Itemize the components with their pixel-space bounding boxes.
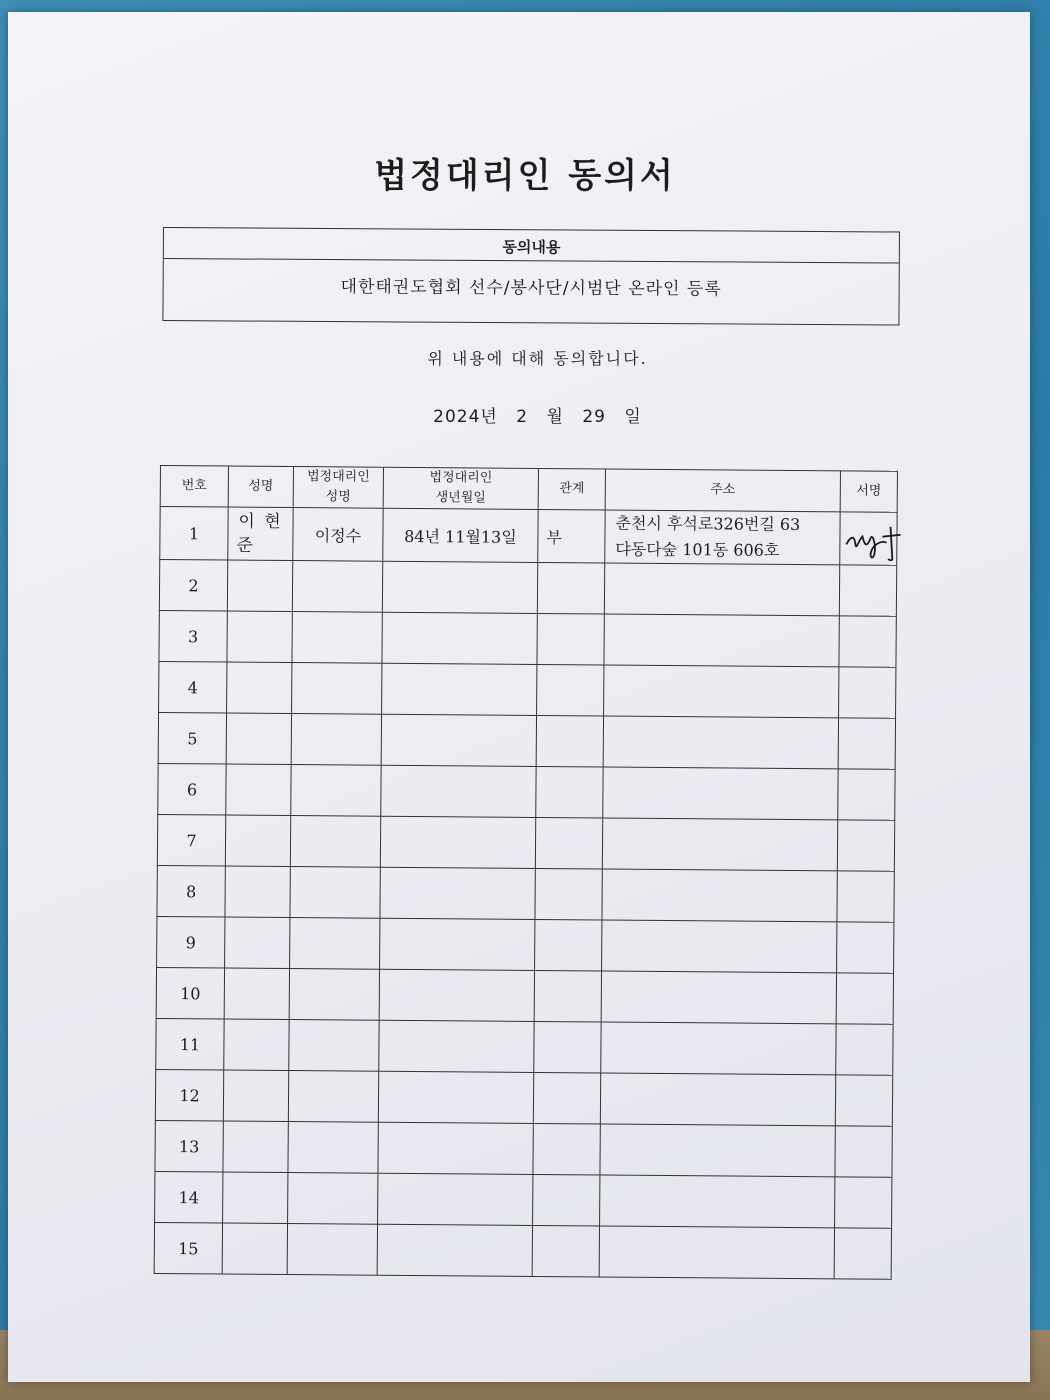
row-guardian-birth (382, 561, 537, 613)
row-signature (838, 718, 895, 769)
row-guardian-birth (382, 612, 537, 664)
document-title: 법정대리인 동의서 (374, 156, 676, 196)
row-relation (533, 1072, 600, 1124)
row-guardian-birth (381, 714, 536, 766)
row-signature (839, 667, 896, 718)
row-name (227, 611, 292, 663)
row-guardian-name (289, 969, 379, 1021)
row-no: 1 (160, 507, 228, 561)
row-name-line2: 준 (236, 535, 255, 556)
row-no: 12 (155, 1069, 223, 1121)
table-row (157, 865, 894, 922)
row-guardian-birth (382, 663, 537, 715)
header-relation: 관계 (538, 468, 605, 510)
row-no: 10 (156, 967, 224, 1019)
row-guardian-name (292, 663, 382, 715)
header-guardian-birth (383, 467, 538, 509)
row-name (228, 507, 293, 561)
row-relation (535, 919, 602, 971)
table-row (154, 1222, 891, 1279)
row-no: 11 (156, 1018, 224, 1070)
row-guardian-name (292, 612, 382, 664)
row-relation (534, 1021, 601, 1073)
row-address (600, 1175, 835, 1228)
row-name (224, 1019, 289, 1071)
row-no: 14 (155, 1171, 223, 1223)
table-row (155, 1120, 892, 1177)
row-address-line1: 춘천시 후석로326번길 63 (615, 513, 801, 535)
date-line (0, 402, 1050, 427)
row-address-line2: 댜동다숲 101동 606호 (615, 539, 780, 560)
handwritten-signature (842, 514, 922, 563)
header-guardian-name-line2: 성명 (325, 489, 351, 505)
row-signature (837, 871, 894, 922)
row-signature (837, 820, 894, 871)
date-day-unit: 일 (624, 407, 642, 427)
row-guardian-birth (378, 1071, 533, 1123)
row-relation (535, 868, 602, 920)
row-name (222, 1223, 287, 1275)
row-guardian-birth (380, 867, 535, 919)
row-no: 9 (157, 916, 225, 968)
row-address (601, 1022, 836, 1075)
date-month: 2 (516, 407, 529, 427)
header-guardian-name (293, 467, 383, 509)
row-signature (836, 1024, 893, 1075)
row-signature (839, 616, 896, 667)
row-relation (532, 1225, 599, 1277)
table-row (157, 814, 894, 871)
guardian-table-wrapper (154, 465, 902, 1280)
row-relation (536, 766, 603, 818)
row-address (602, 920, 837, 973)
row-no: 7 (157, 814, 225, 866)
consent-header: 동의내용 (164, 228, 899, 263)
row-address (602, 818, 837, 871)
table-header-row (160, 466, 897, 513)
row-guardian-name (292, 561, 382, 613)
consent-content: 대한태권도협회 선수/봉사단/시범단 온라인 등록 (340, 277, 722, 300)
row-guardian-name (288, 1173, 378, 1225)
row-name (225, 815, 290, 867)
row-signature (835, 1075, 892, 1126)
row-name (227, 560, 292, 612)
row-address (599, 1226, 834, 1279)
row-address (604, 563, 839, 616)
row-no: 8 (157, 865, 225, 917)
row-relation: 부 (538, 509, 605, 563)
row-guardian-name (291, 765, 381, 817)
table-row (156, 967, 893, 1024)
row-guardian-name (291, 714, 381, 766)
header-guardian-birth-line2: 생년월일 (435, 490, 486, 506)
header-guardian-name-line1: 법정대리인 (306, 469, 370, 485)
row-address (604, 665, 839, 718)
table-row (155, 1171, 892, 1228)
row-no: 15 (154, 1222, 222, 1274)
row-address (603, 716, 838, 769)
header-guardian-birth-line1: 법정대리인 (429, 470, 493, 486)
row-relation (536, 715, 603, 767)
row-address (601, 971, 836, 1024)
consent-content-box (162, 227, 900, 326)
row-address (604, 614, 839, 667)
row-name (226, 764, 291, 816)
row-signature (834, 1228, 891, 1279)
date-month-unit: 월 (546, 407, 564, 427)
row-name (225, 866, 290, 918)
table-row (160, 507, 897, 566)
guardian-table (154, 465, 898, 1280)
row-address (600, 1073, 835, 1126)
row-name-line1: 이 현 (238, 511, 283, 532)
row-name (227, 662, 292, 714)
row-no: 6 (158, 763, 226, 815)
row-relation (535, 817, 602, 869)
row-relation (533, 1174, 600, 1226)
table-row (158, 763, 895, 820)
row-guardian-name (287, 1224, 377, 1276)
table-row (155, 1069, 892, 1126)
row-relation (537, 613, 604, 665)
row-guardian-name (290, 918, 380, 970)
row-signature (836, 973, 893, 1024)
row-guardian-name (288, 1071, 378, 1123)
row-address (602, 869, 837, 922)
row-name (224, 968, 289, 1020)
table-row (157, 916, 894, 973)
row-guardian-birth: 84년 11월13일 (383, 508, 538, 562)
date-day: 29 (582, 407, 606, 427)
row-signature (840, 512, 897, 565)
row-guardian-name (288, 1122, 378, 1174)
row-guardian-name (289, 1020, 379, 1072)
row-signature (838, 769, 895, 820)
row-guardian-birth (380, 918, 535, 970)
row-address (603, 767, 838, 820)
row-signature (837, 922, 894, 973)
table-row (159, 610, 896, 667)
header-signature: 서명 (840, 471, 897, 512)
row-guardian-birth (378, 1122, 533, 1174)
row-name (225, 917, 290, 969)
row-relation (537, 664, 604, 716)
table-row (158, 712, 895, 769)
date-year: 2024년 (433, 407, 498, 427)
row-guardian-birth (379, 1020, 534, 1072)
row-guardian-birth (379, 969, 534, 1021)
row-relation (533, 1123, 600, 1175)
row-name (223, 1121, 288, 1173)
row-guardian-name (290, 867, 380, 919)
header-address: 주소 (605, 469, 840, 512)
row-no: 4 (159, 661, 227, 713)
row-guardian-birth (378, 1173, 533, 1225)
row-signature (835, 1126, 892, 1177)
row-signature (835, 1177, 892, 1228)
table-row (156, 1018, 893, 1075)
row-guardian-name: 이정수 (293, 508, 383, 562)
row-no: 2 (159, 560, 227, 612)
row-name (226, 713, 291, 765)
row-address (600, 1124, 835, 1177)
row-name (223, 1172, 288, 1224)
row-guardian-name (290, 816, 380, 868)
row-guardian-birth (377, 1224, 532, 1276)
row-signature (839, 565, 896, 616)
row-no: 3 (159, 610, 227, 662)
table-row (159, 661, 896, 718)
row-relation (537, 562, 604, 614)
row-no: 5 (158, 712, 226, 764)
row-relation (534, 970, 601, 1022)
header-no: 번호 (160, 466, 228, 508)
header-name: 성명 (228, 466, 293, 508)
row-address (605, 510, 840, 565)
table-row (159, 560, 896, 617)
row-name (223, 1070, 288, 1122)
agree-statement: 위 내용에 대해 동의합니다. (427, 349, 648, 368)
row-no: 13 (155, 1120, 223, 1172)
row-guardian-birth (381, 765, 536, 817)
row-guardian-birth (380, 816, 535, 868)
